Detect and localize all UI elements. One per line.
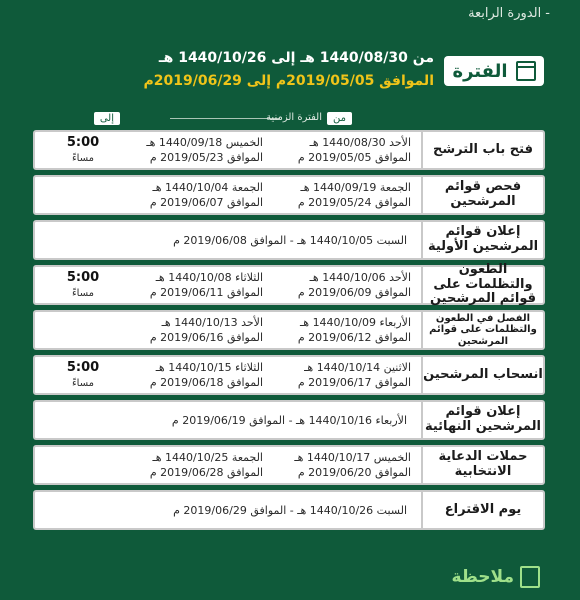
from-cell (271, 315, 421, 346)
from-hijri: الاثنين 1440/10/14 هـ (304, 360, 411, 374)
note-icon (520, 566, 540, 588)
time-value: 5:00 (66, 359, 100, 375)
from-hijri: الجمعة 1440/09/19 هـ (300, 180, 411, 194)
single-date: السبت 1440/10/26 هـ - الموافق 2019/06/29 م (173, 503, 407, 517)
header-timeframe: الفترة الزمنية (266, 112, 322, 123)
row-label: إعلان قوائم المرشحين الأولية (421, 222, 543, 258)
single-date: السبت 1440/10/05 هـ - الموافق 2019/06/08 م (173, 233, 407, 247)
schedule-row (33, 445, 545, 485)
from-cell (271, 270, 421, 301)
note-heading (451, 566, 540, 588)
period-title: الفترة (452, 60, 508, 82)
to-hijri: الخميس 1440/09/18 هـ (146, 135, 263, 149)
calendar-icon (516, 61, 536, 81)
to-gregorian: الموافق 2019/06/18 م (149, 376, 263, 389)
session-label: - الدورة الرابعة (468, 6, 550, 21)
from-hijri: الأربعاء 1440/10/09 هـ (300, 315, 411, 329)
schedule-row (33, 355, 545, 395)
time-value: 5:00 (66, 134, 100, 150)
from-gregorian: الموافق 2019/06/17 م (297, 376, 411, 389)
period-title-badge (444, 56, 544, 86)
from-gregorian: الموافق 2019/05/24 م (297, 196, 411, 209)
to-hijri: الثلاثاء 1440/10/08 هـ (155, 270, 263, 284)
to-cell (113, 180, 271, 211)
schedule-row (33, 310, 545, 350)
row-label: فتح باب الترشح (421, 132, 543, 168)
to-gregorian: الموافق 2019/06/28 م (149, 466, 263, 479)
single-date: الأربعاء 1440/10/16 هـ - الموافق 2019/06/19 م (171, 413, 407, 427)
header-to: إلى (94, 112, 120, 125)
from-gregorian: الموافق 2019/05/05 م (297, 151, 411, 164)
to-cell (113, 135, 271, 166)
to-gregorian: الموافق 2019/06/16 م (149, 331, 263, 344)
time-unit: مساءً (71, 288, 95, 300)
from-hijri: الخميس 1440/10/17 هـ (294, 450, 411, 464)
header-from: من (327, 112, 352, 125)
to-cell (113, 450, 271, 481)
from-gregorian: الموافق 2019/06/20 م (297, 466, 411, 479)
from-cell (271, 450, 421, 481)
from-gregorian: الموافق 2019/06/09 م (297, 286, 411, 299)
to-hijri: الجمعة 1440/10/25 هـ (152, 450, 263, 464)
row-label: حملات الدعاية الانتخابية (421, 447, 543, 483)
row-label: إعلان قوائم المرشحين النهائية (421, 402, 543, 438)
from-gregorian: الموافق 2019/06/12 م (297, 331, 411, 344)
header-divider (170, 118, 280, 119)
to-cell (113, 360, 271, 391)
schedule-row (33, 220, 545, 260)
from-hijri: الأحد 1440/08/30 هـ (309, 135, 411, 149)
to-hijri: الثلاثاء 1440/10/15 هـ (155, 360, 263, 374)
schedule-row (33, 400, 545, 440)
to-cell (113, 270, 271, 301)
from-cell (271, 135, 421, 166)
from-cell (271, 360, 421, 391)
from-cell (271, 180, 421, 211)
time-cell (53, 134, 113, 166)
time-unit: مساءً (71, 153, 95, 165)
row-label: يوم الاقتراع (421, 492, 543, 528)
to-gregorian: الموافق 2019/06/07 م (149, 196, 263, 209)
to-hijri: الجمعة 1440/10/04 هـ (152, 180, 263, 194)
time-unit: مساءً (71, 378, 95, 390)
time-cell (53, 269, 113, 301)
time-cell (53, 359, 113, 391)
row-label: الطعون والتظلمات على قوائم المرشحين (421, 267, 543, 303)
to-gregorian: الموافق 2019/06/11 م (149, 286, 263, 299)
to-gregorian: الموافق 2019/05/23 م (149, 151, 263, 164)
to-cell (113, 315, 271, 346)
schedule-row (33, 490, 545, 530)
schedule-row (33, 175, 545, 215)
note-title: ملاحظة (451, 567, 514, 587)
from-hijri: الأحد 1440/10/06 هـ (309, 270, 411, 284)
schedule-row (33, 261, 545, 307)
period-range-hijri: من 1440/08/30 هـ إلى 1440/10/26 هـ (158, 50, 434, 66)
row-label: انسحاب المرشحين (421, 357, 543, 393)
period-range-gregorian: الموافق 2019/05/05م إلى 2019/06/29م (143, 73, 434, 89)
time-value: 5:00 (66, 269, 100, 285)
row-label: فحص قوائم المرشحين (421, 177, 543, 213)
to-hijri: الأحد 1440/10/13 هـ (161, 315, 263, 329)
row-label: الفصل في الطعون والتظلمات على قوائم المرشحين (421, 312, 543, 348)
schedule-row (33, 130, 545, 170)
